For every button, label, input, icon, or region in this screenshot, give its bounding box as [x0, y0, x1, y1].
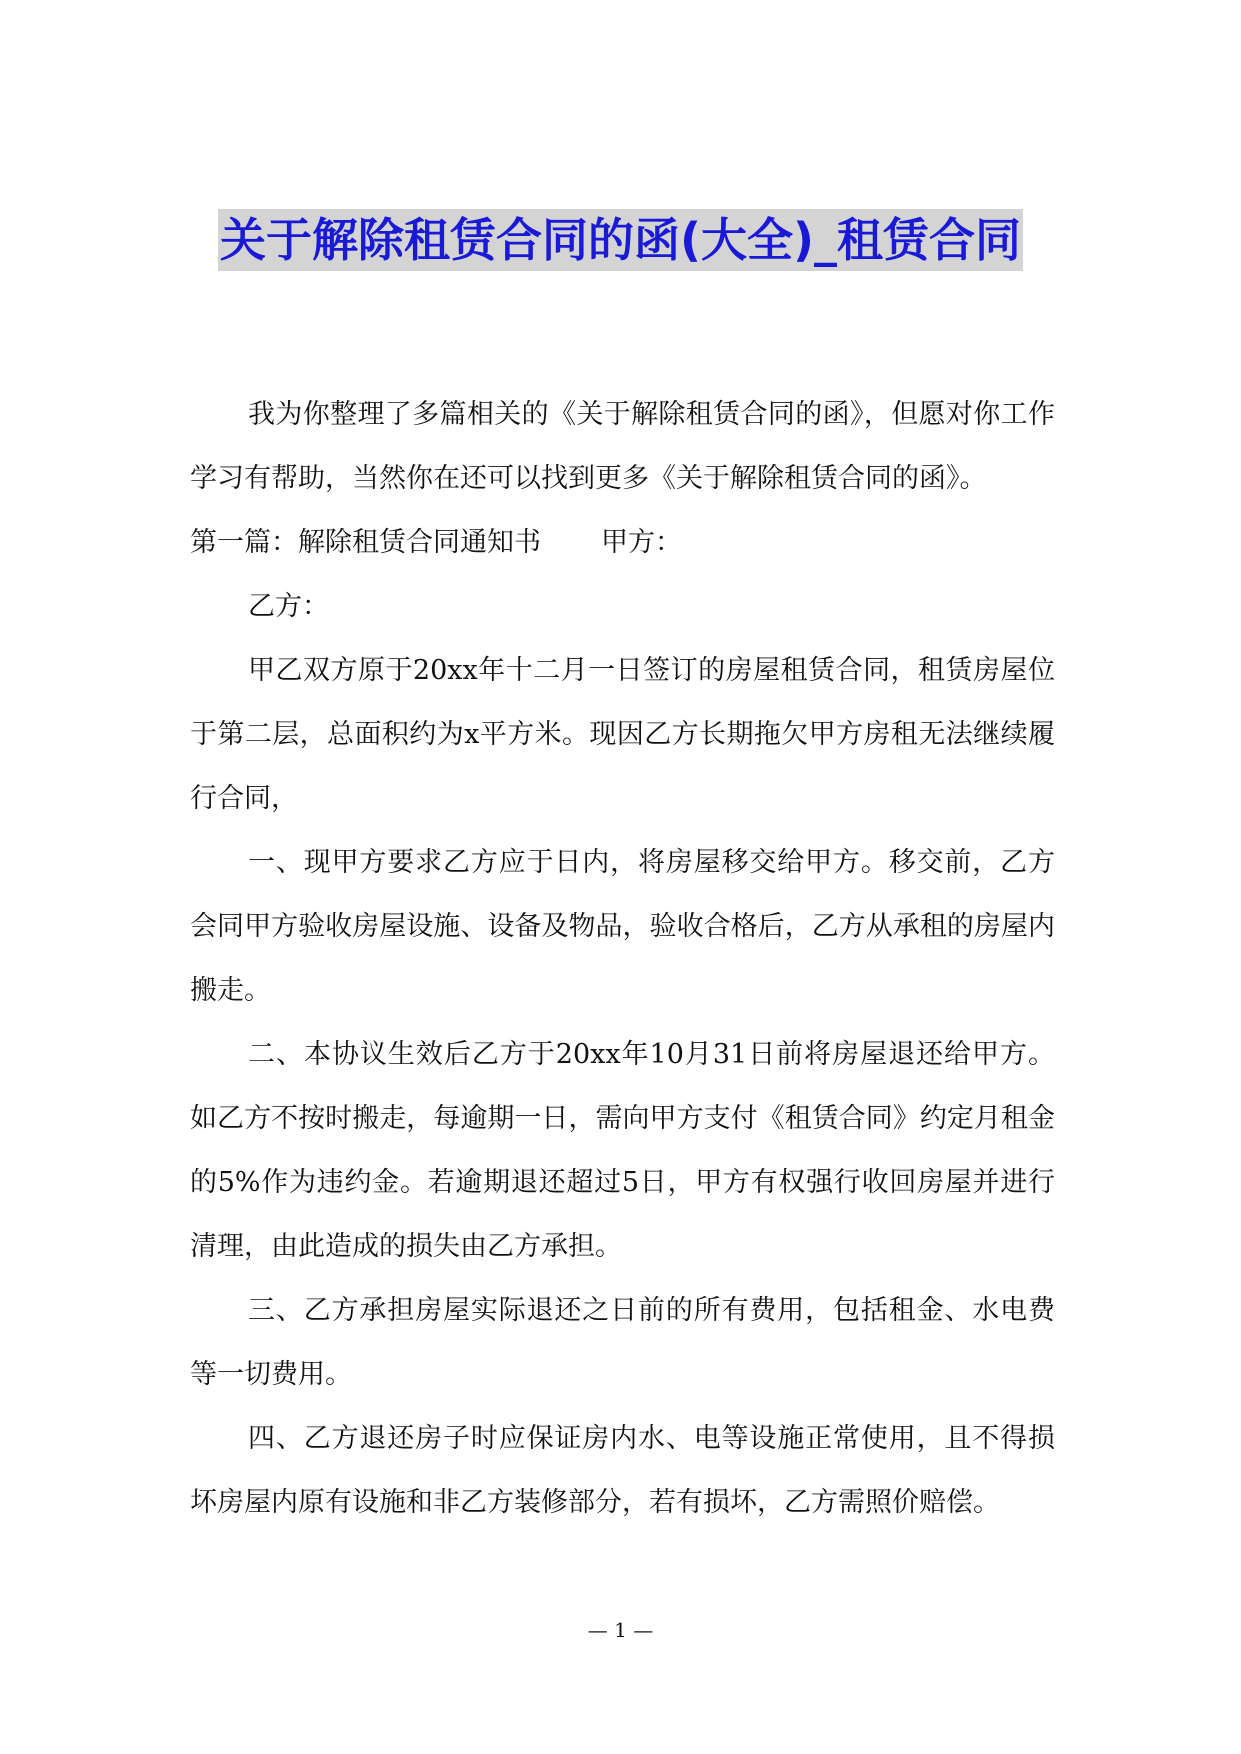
paragraph-clause-3: 三、乙方承担房屋实际退还之日前的所有费用，包括租金、水电费等一切费用。 — [190, 1295, 1055, 1390]
paragraph-background: 甲乙双方原于20xx年十二月一日签订的房屋租赁合同，租赁房屋位于第二层，总面积约为x平方米。现因乙方长期拖欠甲方房租无法继续履行合同， — [190, 655, 1055, 814]
document-title — [0, 210, 1241, 270]
document-title-text: 关于解除租赁合同的函(大全)_租赁合同 — [218, 209, 1023, 271]
paragraph-party-b: 乙方： — [248, 591, 329, 622]
document-body — [190, 383, 1055, 1535]
party-a-label: 甲方： — [601, 527, 682, 558]
paragraph-section-heading — [190, 511, 1055, 575]
paragraph-clause-4: 四、乙方退还房子时应保证房内水、电等设施正常使用，且不得损坏房屋内原有设施和非乙方装修部分，若有损坏，乙方需照价赔偿。 — [190, 1423, 1055, 1518]
paragraph-clause-2: 二、本协议生效后乙方于20xx年10月31日前将房屋退还给甲方。如乙方不按时搬走，每逾期一日，需向甲方支付《租赁合同》约定月租金的5%作为违约金。若逾期退还超过5日，甲方有权强行收回房屋并进行清理，由此造成的损失由乙方承担。 — [190, 1039, 1055, 1262]
paragraph-intro: 我为你整理了多篇相关的《关于解除租赁合同的函》，但愿对你工作学习有帮助，当然你在还可以找到更多《关于解除租赁合同的函》。 — [190, 399, 1055, 494]
paragraph-clause-1: 一、现甲方要求乙方应于日内，将房屋移交给甲方。移交前，乙方会同甲方验收房屋设施、设备及物品，验收合格后，乙方从承租的房屋内搬走。 — [190, 847, 1055, 1006]
section-heading-text: 第一篇：解除租赁合同通知书 — [190, 527, 541, 558]
page-number: — 1 — — [587, 1618, 654, 1642]
